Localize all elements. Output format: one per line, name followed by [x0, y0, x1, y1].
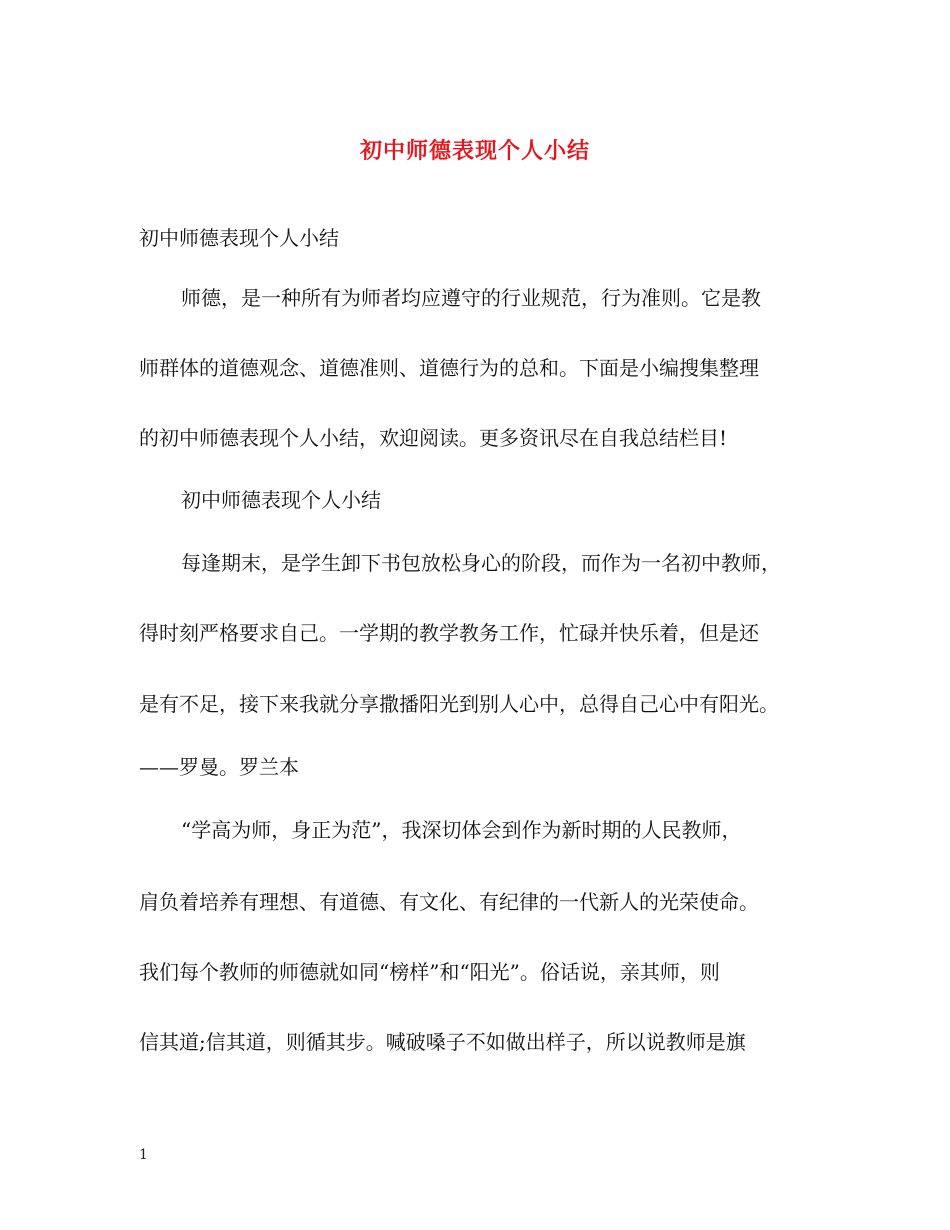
paragraph-line: 是有不足，接下来我就分享撒播阳光到别人心中，总得自己心中有阳光。	[139, 692, 779, 716]
paragraph-line: 得时刻严格要求自己。一学期的教学教务工作，忙碌并快乐着，但是还	[139, 621, 759, 645]
page-title: 初中师德表现个人小结	[359, 138, 590, 164]
paragraph-line: 初中师德表现个人小结	[139, 226, 339, 250]
paragraph-line: 师德，是一种所有为师者均应遵守的行业规范，行为准则。它是教	[181, 286, 761, 310]
paragraph-line: 信其道;信其道，则循其步。喊破嗓子不如做出样子，所以说教师是旗	[139, 1030, 746, 1054]
paragraph-line: 我们每个教师的师德就如同“榜样”和“阳光”。俗话说，亲其师，则	[139, 960, 720, 984]
paragraph-line: “学高为师，身正为范”，我深切体会到作为新时期的人民教师，	[181, 818, 742, 842]
paragraph-line: 师群体的道德观念、道德准则、道德行为的总和。下面是小编搜集整理	[139, 356, 759, 380]
paragraph-line: 每逢期末，是学生卸下书包放松身心的阶段，而作为一名初中教师，	[181, 551, 781, 575]
paragraph-line: 初中师德表现个人小结	[181, 488, 381, 512]
paragraph-line: 的初中师德表现个人小结，欢迎阅读。更多资讯尽在自我总结栏目!	[139, 426, 728, 450]
paragraph-line: ——罗曼。罗兰本	[139, 755, 299, 779]
page-number: 1	[139, 1147, 148, 1163]
paragraph-line: 肩负着培养有理想、有道德、有文化、有纪律的一代新人的光荣使命。	[139, 890, 759, 914]
